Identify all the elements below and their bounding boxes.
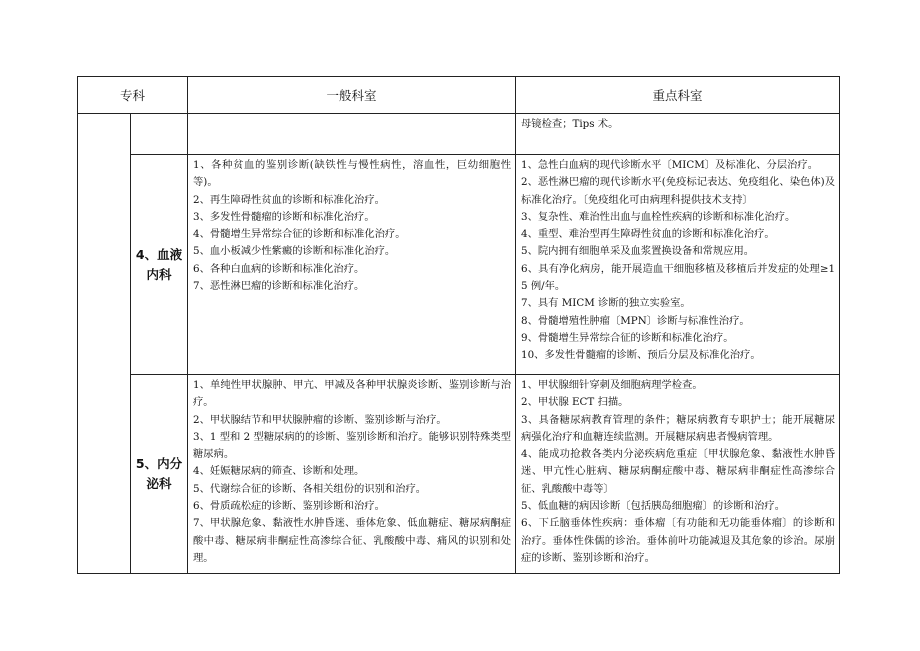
hematology-dept-name (131, 155, 188, 375)
list-item: 5、低血糖的病因诊断〔包括胰岛细胞瘤〕的诊断和治疗。 (521, 500, 785, 513)
list-item: 6、具有净化病房，能开展造血干细胞移植及移植后并发症的处理≥15 例/年。 (521, 262, 836, 293)
list-item: 6、骨质疏松症的诊断、鉴别诊断和治疗。 (193, 500, 385, 513)
hematology-row (78, 155, 840, 375)
dept-label: 5、内分泌科 (135, 456, 183, 491)
group-cell (78, 114, 131, 574)
header-row (78, 77, 840, 114)
list-item: 3、复杂性、难治性出血与血栓性疾病的诊断和标准化治疗。 (521, 210, 796, 223)
list-item: 1、急性白血病的现代诊断水平〔MICM〕及标准化、分层治疗。 (521, 159, 819, 171)
list-item: 3、1 型和 2 型糖尿病的的诊断、鉴别诊断和治疗。能够识别特殊类型糖尿病。 (193, 430, 512, 461)
list-item: 母镜检查；Tips 术。 (521, 118, 619, 130)
list-item: 4、能成功抢救各类内分泌疾病危重症〔甲状腺危象、黏液性水肿昏迷、甲亢性心脏病、糖尿病酮症酸中毒、糖尿病非酮症性高渗综合征、乳酸酸中毒等〕 (521, 448, 836, 495)
list-item: 3、多发性骨髓瘤的诊断和标准化治疗。 (193, 210, 375, 223)
header-key: 重点科室 (516, 77, 840, 114)
endocrinology-key (516, 375, 840, 574)
list-item: 2、恶性淋巴瘤的现代诊断水平(免疫标记表达、免疫组化、染色体)及标准化治疗。〔免疫组化可由病理科提供技术支持〕 (521, 176, 836, 206)
list-item: 4、妊娠糖尿病的筛查、诊断和处理。 (193, 465, 365, 478)
list-item: 2、甲状腺结节和甲状腺肿瘤的诊断、鉴别诊断与治疗。 (193, 413, 447, 426)
list-item: 1、各种贫血的鉴别诊断(缺铁性与慢性病性，溶血性，巨幼细胞性等)。 (193, 159, 512, 189)
list-item: 5、血小板减少性紫癜的诊断和标准化治疗。 (193, 245, 396, 258)
list-item: 4、重型、难治型再生障碍性贫血的诊断和标准化治疗。 (521, 228, 775, 241)
hematology-general (188, 155, 516, 375)
dept-label: 4、血液内科 (135, 246, 183, 282)
continuation-row (78, 114, 840, 155)
list-item: 7、恶性淋巴瘤的诊断和标准化治疗。 (193, 280, 365, 293)
header-general: 一般科室 (188, 77, 516, 114)
list-item: 1、甲状腺细针穿刺及细胞病理学检查。 (521, 379, 703, 391)
continuation-general (188, 114, 516, 155)
list-item: 6、下丘脑垂体性疾病：垂体瘤〔有功能和无功能垂体瘤〕的诊断和治疗。垂体性侏儒的诊治。垂体前叶功能减退及其危象的诊治。尿崩症的诊断、鉴别诊断和治疗。 (521, 517, 836, 564)
list-item: 2、甲状腺 ECT 扫描。 (521, 396, 629, 409)
list-item: 4、骨髓增生异常综合征的诊断和标准化治疗。 (193, 228, 406, 241)
header-specialty: 专科 (78, 77, 188, 114)
list-item: 3、具备糖尿病教育管理的条件；糖尿病教育专职护士；能开展糖尿病强化治疗和血糖连续监测。开展糖尿病患者慢病管理。 (521, 413, 836, 443)
list-item: 1、单纯性甲状腺肿、甲亢、甲减及各种甲状腺炎诊断、鉴别诊断与治疗。 (193, 379, 512, 409)
continuation-dept (131, 114, 188, 155)
continuation-key (516, 114, 840, 155)
list-item: 10、多发性骨髓瘤的诊断、预后分层及标准化治疗。 (521, 349, 761, 362)
list-item: 7、具有 MICM 诊断的独立实验室。 (521, 297, 691, 310)
hematology-key (516, 155, 840, 375)
list-item: 6、各种白血病的诊断和标准化治疗。 (193, 262, 365, 275)
list-item: 5、院内拥有细胞单采及血浆置换设备和常规应用。 (521, 245, 755, 258)
list-item: 2、再生障碍性贫血的诊断和标准化治疗。 (193, 193, 385, 206)
specialty-table (77, 76, 840, 574)
endocrinology-general (188, 375, 516, 574)
list-item: 8、骨髓增殖性肿瘤〔MPN〕诊断与标准性治疗。 (521, 314, 750, 327)
list-item: 5、代谢综合征的诊断、各相关组份的识别和治疗。 (193, 482, 427, 495)
list-item: 7、甲状腺危象、黏液性水肿昏迷、垂体危象、低血糖症、糖尿病酮症酸中毒、糖尿病非酮症性高渗综合征、乳酸酸中毒、痛风的识别和处理。 (193, 517, 512, 564)
endocrinology-row (78, 375, 840, 574)
endocrinology-dept-name (131, 375, 188, 574)
list-item: 9、骨髓增生异常综合征的诊断和标准化治疗。 (521, 331, 734, 344)
